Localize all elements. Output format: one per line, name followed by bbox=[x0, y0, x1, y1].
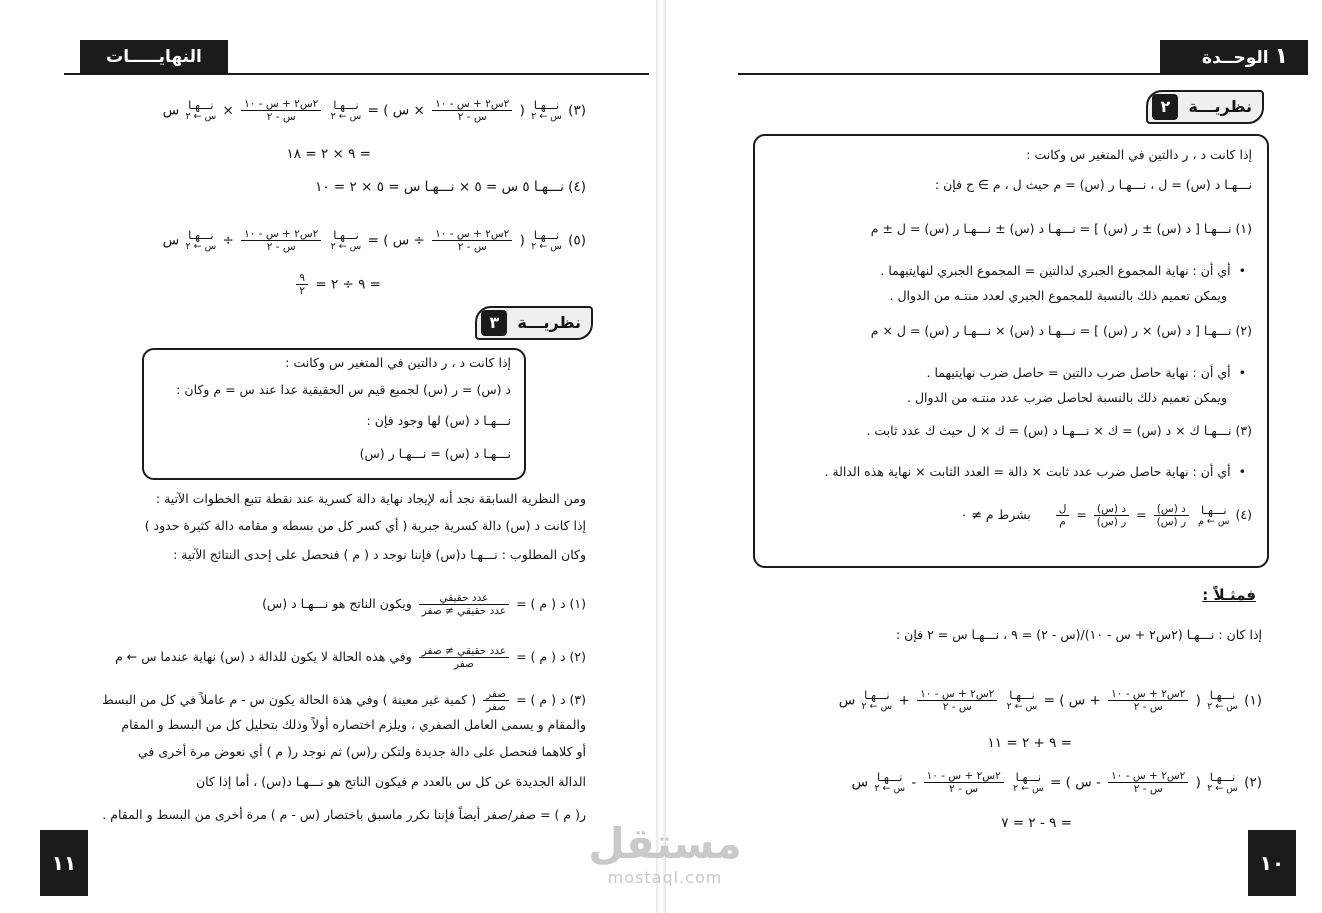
theorem-3-line-4: نـــهـا د (س) = نـــهـا ر (س) bbox=[359, 446, 511, 461]
item-number: (٣) bbox=[568, 102, 586, 119]
watermark-logo bbox=[575, 820, 755, 887]
header-rule bbox=[738, 73, 1308, 75]
theorem-2-line-2: نـــهـا د (س) = ل ، نـــهـا ر (س) = م حيث ل ، م ∋ ح فإن : bbox=[934, 177, 1252, 192]
limit-symbol: نـــهـا س ← م bbox=[1198, 502, 1230, 527]
limit-symbol: نـــهـا س ← ٢ bbox=[1013, 769, 1044, 794]
right-page bbox=[661, 0, 1322, 913]
theorem-3-label bbox=[475, 306, 593, 340]
item-number: (٥) bbox=[568, 232, 586, 249]
fraction: $\frac{\text{٢س٢ + س - ١٠}}{\text{س - ٢}}$ bbox=[924, 770, 1004, 795]
theorem-2-label bbox=[1146, 90, 1264, 124]
chapter-title: النهايـــــات bbox=[106, 47, 202, 67]
case-3-line-2: والمقام و يسمى العامل الصفري ، ويلزم اختصاره أولاً وذلك بتحليل كل من البسط و المقام bbox=[121, 717, 586, 732]
watermark-latin: mostaql.com bbox=[607, 868, 723, 887]
theorem-3-line-3: نـــهـا د (س) لها وجود فإن : bbox=[366, 413, 511, 428]
example-item-2-result: = ٩ - ٢ = ٧ bbox=[1001, 815, 1072, 831]
theorem-label-text: نظريـــة bbox=[517, 313, 581, 332]
left-example-3: (٣) نـــهـا س ← ٢ ( $\frac{\text{٢س٢ + س - ١٠}}{\text{س - ٢}}$ × س ) = نـــهـا س ← ٢ $\frac{\text{٢س٢ + س - ١٠}}{\text{س - ٢}}$ × نـــهـا س ← ٢ س bbox=[162, 97, 586, 123]
limit-symbol: نـــهـا س ← ٢ bbox=[531, 227, 562, 252]
theorem-2-rule-2: (٢) نـــهـا [ د (س) × ر (س) ] = نـــهـا د (س) × نـــهـا ر (س) = ل × م bbox=[870, 323, 1252, 338]
theorem-2-note-2b: ويمكن تعميم ذلك بالنسبة لحاصل ضرب عدد منتـه من الدوال . bbox=[907, 390, 1227, 405]
theorem-3-line-1: إذا كانت د ، ر دالتين في المتغير س وكانت : bbox=[285, 355, 511, 370]
case-3: (٣) د ( م ) = $\frac{\text{صفر}}{\text{صفر}}$ ( كمية غير معينة ) وفي هذة الحالة يكون س - م عاملاً في كل من البسط bbox=[102, 688, 586, 713]
header-rule bbox=[64, 73, 649, 75]
fraction: $\frac{\text{٢س٢ + س - ١٠}}{\text{س - ٢}}$ bbox=[432, 98, 512, 123]
watermark-arabic: مستقل bbox=[588, 819, 742, 868]
theorem-label-text: نظريـــة bbox=[1188, 97, 1252, 116]
theorem-2-note-3: • أي أن : نهاية حاصل ضرب عدد ثابت × دالة = العدد الثابت × نهاية هذه الدالة . bbox=[824, 463, 1246, 481]
body-line-1: ومن النظرية السابقة نجد أنه لإيجاد نهاية دالة كسرية عند نقطة تتبع الخطوات الآتية : bbox=[155, 491, 586, 506]
limit-symbol: نـــهـا س ← ٢ bbox=[1207, 687, 1238, 712]
item-number: (٤) bbox=[568, 179, 586, 195]
theorem-3-line-2: د (س) = ر (س) لجميع قيم س الحقيقية عدا عند س = م وكان : bbox=[176, 382, 511, 397]
body-line-2: إذا كانت د (س) دالة كسرية جبرية ( أي كسر كل من بسطه و مقامه دالة كثيرة حدود ) bbox=[144, 518, 586, 533]
left-example-5-result: = ٩ ÷ ٢ = $\frac{٩}{٢}$ bbox=[293, 272, 381, 297]
fraction: $\frac{\text{٢س٢ + س - ١٠}}{\text{س - ٢}}$ bbox=[1108, 688, 1188, 713]
example-title: فمثـلاً : bbox=[1202, 586, 1256, 604]
unit-number: ١ bbox=[1274, 44, 1288, 69]
case-3-line-4: الدالة الجديدة عن كل س بالعدد م فيكون الناتج هو نـــهـا د(س) ، أما إذا كان bbox=[195, 774, 586, 789]
limit-symbol: نـــهـا س ← ٢ bbox=[185, 97, 217, 122]
theorem-2-rule-3: (٣) نـــهـا ك × د (س) = ك × نـــهـا د (س) = ك × ل حيث ك عدد ثابت . bbox=[866, 423, 1252, 438]
case-3-line-5: ر( م ) = صفر/صفر أيضاً فإننا نكرر ماسبق باختصار (س - م ) مرة أخرى من البسط و المقام . bbox=[102, 807, 586, 822]
limit-symbol: نـــهـا س ← ٢ bbox=[874, 769, 906, 794]
theorem-number-badge: ٣ bbox=[481, 310, 507, 336]
fraction: $\frac{\text{٢س٢ + س - ١٠}}{\text{س - ٢}}$ bbox=[917, 688, 997, 713]
fraction: $\frac{\text{د (س)}}{\text{ر (س)}}$ bbox=[1094, 503, 1129, 528]
fraction: $\frac{\text{عدد حقيقي ≠ صفر}}{\text{صفر}}$ bbox=[419, 645, 509, 670]
limit-symbol: نـــهـا س ← ٢ bbox=[861, 687, 893, 712]
theorem-2-line-1: إذا كانت د ، ر دالتين في المتغير س وكانت : bbox=[1026, 147, 1252, 162]
limit-symbol: نـــهـا س ← ٢ bbox=[531, 97, 562, 122]
body-line-3: وكان المطلوب : نـــهـا د(س) فإننا نوجد د ( م ) فنحصل على إحدى النتائج الآتية : bbox=[173, 547, 586, 562]
left-example-4 bbox=[315, 178, 586, 196]
right-page-header bbox=[1160, 40, 1308, 74]
theorem-2-rule-4: (٤) نـــهـا س ← م $\frac{\text{د (س)}}{\text{ر (س)}}$ = $\frac{\text{د (س)}}{\text{ر (س)}}$ = $\frac{\text{ل}}{\text{م}}$ بشرط م ≠ ٠ bbox=[960, 502, 1252, 528]
theorem-number-badge: ٢ bbox=[1152, 94, 1178, 120]
example-given: إذا كان : نـــهـا (٢س٢ + س - ١٠)/(س - ٢) = ٩ ، نـــهـا س = ٢ فإن : bbox=[895, 627, 1262, 642]
fraction: $\frac{\text{صفر}}{\text{صفر}}$ bbox=[483, 688, 509, 713]
limit-symbol: نـــهـا س ← ٢ bbox=[1207, 769, 1238, 794]
example-item-2: (٢) نـــهـا س ← ٢ ( $\frac{\text{٢س٢ + س - ١٠}}{\text{س - ٢}}$ - س ) = نـــهـا س ← ٢ $\frac{\text{٢س٢ + س - ١٠}}{\text{س - ٢}}$ - نـــهـا س ← ٢ س bbox=[851, 769, 1262, 795]
fraction: $\frac{\text{٢س٢ + س - ١٠}}{\text{س - ٢}}$ bbox=[432, 228, 512, 253]
unit-title: الوحــدة bbox=[1202, 48, 1269, 68]
fraction: $\frac{٩}{٢}$ bbox=[296, 272, 308, 297]
fraction: $\frac{\text{٢س٢ + س - ١٠}}{\text{س - ٢}}$ bbox=[241, 98, 321, 123]
case-1: (١) د ( م ) = $\frac{\text{عدد حقيقي}}{\text{عدد حقيقي ≠ صفر}}$ ويكون الناتج هو نـــهـا د (س) bbox=[262, 592, 586, 617]
limit-symbol: نـــهـا س ← ٢ bbox=[330, 97, 362, 122]
left-page-header bbox=[80, 40, 228, 74]
limit-symbol: نـــهـا س ← ٢ bbox=[330, 227, 362, 252]
fraction: $\frac{\text{٢س٢ + س - ١٠}}{\text{س - ٢}}$ bbox=[241, 228, 321, 253]
example-item-1: (١) نـــهـا س ← ٢ ( $\frac{\text{٢س٢ + س - ١٠}}{\text{س - ٢}}$ + س ) = نـــهـا س ← ٢ $\frac{\text{٢س٢ + س - ١٠}}{\text{س - ٢}}$ + نـــهـا س ← ٢ س bbox=[838, 687, 1262, 713]
example-4-text: نـــهـا ٥ س = ٥ × نـــهـا س = ٥ × ٢ = ١٠ bbox=[315, 179, 564, 195]
fraction: $\frac{\text{د (س)}}{\text{ر (س)}}$ bbox=[1154, 503, 1189, 528]
theorem-2-note-1a: • أي أن : نهاية المجموع الجبري لدالتين = المجموع الجبري لنهايتيهما . bbox=[880, 262, 1246, 280]
case-3-line-3: أو كلاهما فنحصل على دالة جديدة ولتكن ر(س) ثم نوجد ر( م ) أي نعوض مرة أخرى في bbox=[137, 744, 586, 759]
fraction: $\frac{\text{٢س٢ + س - ١٠}}{\text{س - ٢}}$ bbox=[1108, 770, 1188, 795]
theorem-2-rule-1: (١) نـــهـا [ د (س) ± ر (س) ] = نـــهـا د (س) ± نـــهـا ر (س) = ل ± م bbox=[870, 221, 1252, 236]
limit-symbol: نـــهـا س ← ٢ bbox=[185, 227, 217, 252]
limit-symbol: نـــهـا س ← ٢ bbox=[1006, 687, 1038, 712]
example-item-1-result: = ٩ + ٢ = ١١ bbox=[987, 735, 1072, 751]
theorem-2-note-2a: • أي أن : نهاية حاصل ضرب دالتين = حاصل ضرب نهايتيهما . bbox=[927, 364, 1246, 382]
page-number-10: ١٠ bbox=[1248, 830, 1296, 896]
fraction: $\frac{\text{عدد حقيقي}}{\text{عدد حقيقي ≠ صفر}}$ bbox=[419, 592, 509, 617]
left-example-5: (٥) نـــهـا س ← ٢ ( $\frac{\text{٢س٢ + س - ١٠}}{\text{س - ٢}}$ ÷ س ) = نـــهـا س ← ٢ $\frac{\text{٢س٢ + س - ١٠}}{\text{س - ٢}}$ ÷ نـــهـا س ← ٢ س bbox=[162, 227, 586, 253]
left-example-3-result: = ٩ × ٢ = ١٨ bbox=[286, 146, 371, 162]
fraction: $\frac{\text{ل}}{\text{م}}$ bbox=[1056, 503, 1070, 528]
theorem-2-note-1b: ويمكن تعميم ذلك بالنسبة للمجموع الجبري لعدد منتـه من الدوال . bbox=[889, 288, 1227, 303]
case-2: (٢) د ( م ) = $\frac{\text{عدد حقيقي ≠ صفر}}{\text{صفر}}$ وفي هذه الحالة لا يكون للدالة د (س) نهاية عندما س ← م bbox=[115, 645, 586, 670]
page-number-11: ١١ bbox=[40, 830, 88, 896]
